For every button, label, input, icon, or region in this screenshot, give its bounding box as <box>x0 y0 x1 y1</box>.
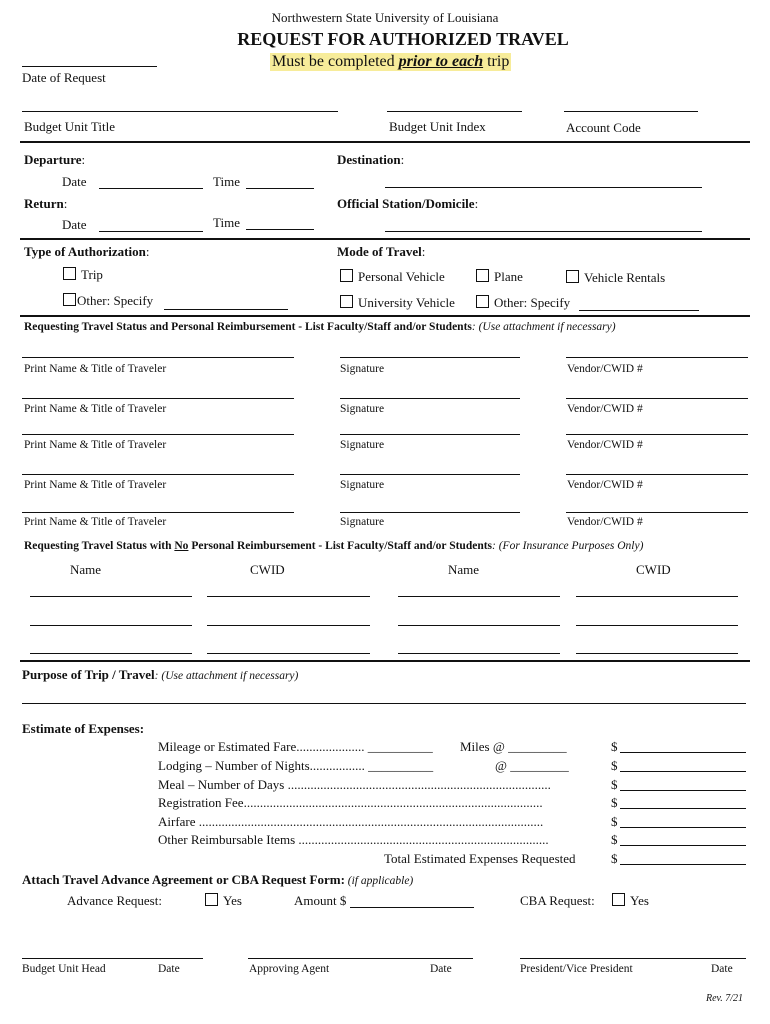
noreimb-name-field[interactable] <box>398 596 560 597</box>
noreimb-cwid-field[interactable] <box>207 596 370 597</box>
form-subtitle <box>270 53 511 71</box>
account-code-line[interactable] <box>564 111 698 112</box>
other-items-line: Other Reimbursable Items ............................................................................. <box>158 832 549 847</box>
expense-amount-field[interactable] <box>620 808 746 809</box>
cba-yes-checkbox[interactable] <box>612 893 625 906</box>
noreimb-cwid-header-2: CWID <box>636 562 671 577</box>
trip-option[interactable]: Trip <box>63 267 103 283</box>
airfare-line: Airfare .......................................................................................................... <box>158 814 544 829</box>
traveler-name-label: Print Name & Title of Traveler <box>24 516 167 528</box>
president-line[interactable] <box>520 958 746 959</box>
dollar-sign: $ <box>611 814 618 829</box>
traveler-name-label: Print Name & Title of Traveler <box>24 479 167 491</box>
revision-label: Rev. 7/21 <box>706 993 744 1004</box>
return-label: Return: <box>24 196 68 211</box>
purpose-field[interactable] <box>22 703 746 704</box>
other-auth-checkbox[interactable] <box>63 293 76 306</box>
plane-checkbox[interactable] <box>476 269 489 282</box>
return-date-field[interactable] <box>99 231 203 232</box>
budget-unit-head-line[interactable] <box>22 958 203 959</box>
expense-amount-field[interactable] <box>620 752 746 753</box>
vehicle-rentals-checkbox[interactable] <box>566 270 579 283</box>
noreimb-cwid-header-1: CWID <box>250 562 285 577</box>
expense-amount-field[interactable] <box>620 790 746 791</box>
reimb-heading: Requesting Travel Status and Personal Reimbursement - List Faculty/Staff and/or Students: (Use attachment if necessary) <box>24 321 616 333</box>
plane-option[interactable]: Plane <box>476 269 523 285</box>
expense-amount-field[interactable] <box>620 771 746 772</box>
traveler-name-field[interactable] <box>22 398 294 399</box>
destination-field[interactable] <box>385 187 702 188</box>
traveler-cwid-label: Vendor/CWID # <box>567 363 643 375</box>
traveler-name-field[interactable] <box>22 512 294 513</box>
departure-label: Departure: <box>24 152 86 167</box>
amount-field[interactable] <box>350 907 474 908</box>
traveler-cwid-field[interactable] <box>566 398 748 399</box>
return-time-field[interactable] <box>246 229 314 230</box>
budget-unit-title-label: Budget Unit Title <box>24 119 116 134</box>
traveler-cwid-field[interactable] <box>566 512 748 513</box>
traveler-name-label: Print Name & Title of Traveler <box>24 439 167 451</box>
traveler-signature-field[interactable] <box>340 512 520 513</box>
destination-label: Destination: <box>337 152 405 167</box>
subtitle-pre: Must be completed <box>272 53 399 70</box>
traveler-cwid-label: Vendor/CWID # <box>567 516 643 528</box>
advance-heading: Attach Travel Advance Agreement or CBA Request Form: (if applicable) <box>22 872 414 887</box>
traveler-cwid-label: Vendor/CWID # <box>567 403 643 415</box>
noreimb-name-field[interactable] <box>30 625 192 626</box>
dollar-sign: $ <box>611 758 618 773</box>
expenses-label: Estimate of Expenses: <box>22 721 145 736</box>
traveler-signature-label: Signature <box>340 516 385 528</box>
section-divider-2 <box>20 238 750 240</box>
amount-label: Amount $ <box>294 893 347 908</box>
date-of-request-label: Date of Request <box>22 70 106 85</box>
traveler-signature-label: Signature <box>340 403 385 415</box>
dollar-sign: $ <box>611 851 618 866</box>
noreimb-name-header-2: Name <box>448 562 480 577</box>
university-vehicle-checkbox[interactable] <box>340 295 353 308</box>
cba-request-label: CBA Request: <box>520 893 595 908</box>
form-title: REQUEST FOR AUTHORIZED TRAVEL <box>237 29 569 49</box>
noreimb-name-field[interactable] <box>398 625 560 626</box>
section-divider <box>20 141 750 143</box>
date-of-request-line[interactable] <box>22 66 157 67</box>
departure-date-field[interactable] <box>99 188 203 189</box>
vehicle-rentals-option[interactable]: Vehicle Rentals <box>566 270 665 286</box>
departure-time-field[interactable] <box>246 188 314 189</box>
noreimb-cwid-field[interactable] <box>207 625 370 626</box>
meal-line: Meal – Number of Days ................................................................................. <box>158 777 551 792</box>
noreimb-cwid-field[interactable] <box>576 653 738 654</box>
other-auth-option[interactable]: Other: Specify <box>63 293 153 309</box>
traveler-name-label: Print Name & Title of Traveler <box>24 363 167 375</box>
university-name: Northwestern State University of Louisiana <box>271 10 499 25</box>
noreimb-cwid-field[interactable] <box>576 625 738 626</box>
subtitle-emphasis: prior to each <box>398 53 484 70</box>
traveler-name-field[interactable] <box>22 357 294 358</box>
university-vehicle-option[interactable]: University Vehicle <box>340 295 455 311</box>
traveler-signature-field[interactable] <box>340 434 520 435</box>
budget-unit-index-label: Budget Unit Index <box>389 119 486 134</box>
subtitle-post: trip <box>483 53 510 70</box>
other-mode-specify-field[interactable] <box>579 310 699 311</box>
noreimb-cwid-field[interactable] <box>207 653 370 654</box>
expense-amount-field[interactable] <box>620 864 746 865</box>
section-divider-4 <box>20 660 750 662</box>
purpose-label: Purpose of Trip / Travel: (Use attachment if necessary) <box>22 667 299 682</box>
traveler-signature-field[interactable] <box>340 357 520 358</box>
advance-request-label: Advance Request: <box>67 893 162 908</box>
approving-agent-label: Approving Agent <box>249 963 330 975</box>
noreimb-heading: Requesting Travel Status with No Personal Reimbursement - List Faculty/Staff and/or Students: (For Insurance Purposes Only) <box>24 540 644 552</box>
traveler-name-field[interactable] <box>22 474 294 475</box>
traveler-signature-label: Signature <box>340 479 385 491</box>
other-auth-specify-field[interactable] <box>164 309 288 310</box>
lodging-line: Lodging – Number of Nights................. __________ <box>158 758 434 773</box>
traveler-signature-label: Signature <box>340 363 385 375</box>
traveler-name-label: Print Name & Title of Traveler <box>24 403 167 415</box>
section-divider-3 <box>20 315 750 317</box>
traveler-name-field[interactable] <box>22 434 294 435</box>
total-label: Total Estimated Expenses Requested <box>384 851 576 866</box>
other-mode-option[interactable]: Other: Specify <box>476 295 570 311</box>
budget-unit-index-line[interactable] <box>387 111 522 112</box>
traveler-cwid-label: Vendor/CWID # <box>567 479 643 491</box>
return-date-label: Date <box>62 217 87 232</box>
dollar-sign: $ <box>611 795 618 810</box>
expense-amount-field[interactable] <box>620 845 746 846</box>
expense-amount-field[interactable] <box>620 827 746 828</box>
personal-vehicle-option[interactable]: Personal Vehicle <box>340 269 445 285</box>
president-label: President/Vice President <box>520 963 633 975</box>
noreimb-cwid-field[interactable] <box>576 596 738 597</box>
advance-yes-option[interactable]: Yes <box>205 893 242 909</box>
mode-label: Mode of Travel: <box>337 244 426 259</box>
traveler-cwid-label: Vendor/CWID # <box>567 439 643 451</box>
dollar-sign: $ <box>611 739 618 754</box>
mileage-line: Mileage or Estimated Fare..................... __________ <box>158 739 433 754</box>
official-station-field[interactable] <box>385 231 702 232</box>
traveler-cwid-field[interactable] <box>566 357 748 358</box>
traveler-signature-field[interactable] <box>340 474 520 475</box>
dollar-sign: $ <box>611 832 618 847</box>
budget-unit-head-date-label: Date <box>158 963 180 975</box>
trip-checkbox[interactable] <box>63 267 76 280</box>
noreimb-name-field[interactable] <box>30 596 192 597</box>
miles-rate: Miles @ _________ <box>460 739 567 754</box>
advance-yes-checkbox[interactable] <box>205 893 218 906</box>
approving-agent-date-label: Date <box>430 963 452 975</box>
authorization-label: Type of Authorization: <box>24 244 150 259</box>
lodging-rate: @ _________ <box>495 758 569 773</box>
other-mode-checkbox[interactable] <box>476 295 489 308</box>
budget-unit-head-label: Budget Unit Head <box>22 963 106 975</box>
account-code-label: Account Code <box>566 120 641 135</box>
noreimb-name-header-1: Name <box>70 562 102 577</box>
return-time-label: Time <box>213 215 240 230</box>
departure-time-label: Time <box>213 174 240 189</box>
official-station-label: Official Station/Domicile: <box>337 196 479 211</box>
traveler-cwid-field[interactable] <box>566 474 748 475</box>
noreimb-name-field[interactable] <box>30 653 192 654</box>
registration-line: Registration Fee............................................................................................ <box>158 795 543 810</box>
cba-yes-option[interactable]: Yes <box>612 893 649 909</box>
traveler-signature-label: Signature <box>340 439 385 451</box>
traveler-cwid-field[interactable] <box>566 434 748 435</box>
president-date-label: Date <box>711 963 733 975</box>
departure-date-label: Date <box>62 174 87 189</box>
dollar-sign: $ <box>611 777 618 792</box>
budget-unit-title-line[interactable] <box>22 111 338 112</box>
noreimb-name-field[interactable] <box>398 653 560 654</box>
approving-agent-line[interactable] <box>248 958 473 959</box>
traveler-signature-field[interactable] <box>340 398 520 399</box>
personal-vehicle-checkbox[interactable] <box>340 269 353 282</box>
